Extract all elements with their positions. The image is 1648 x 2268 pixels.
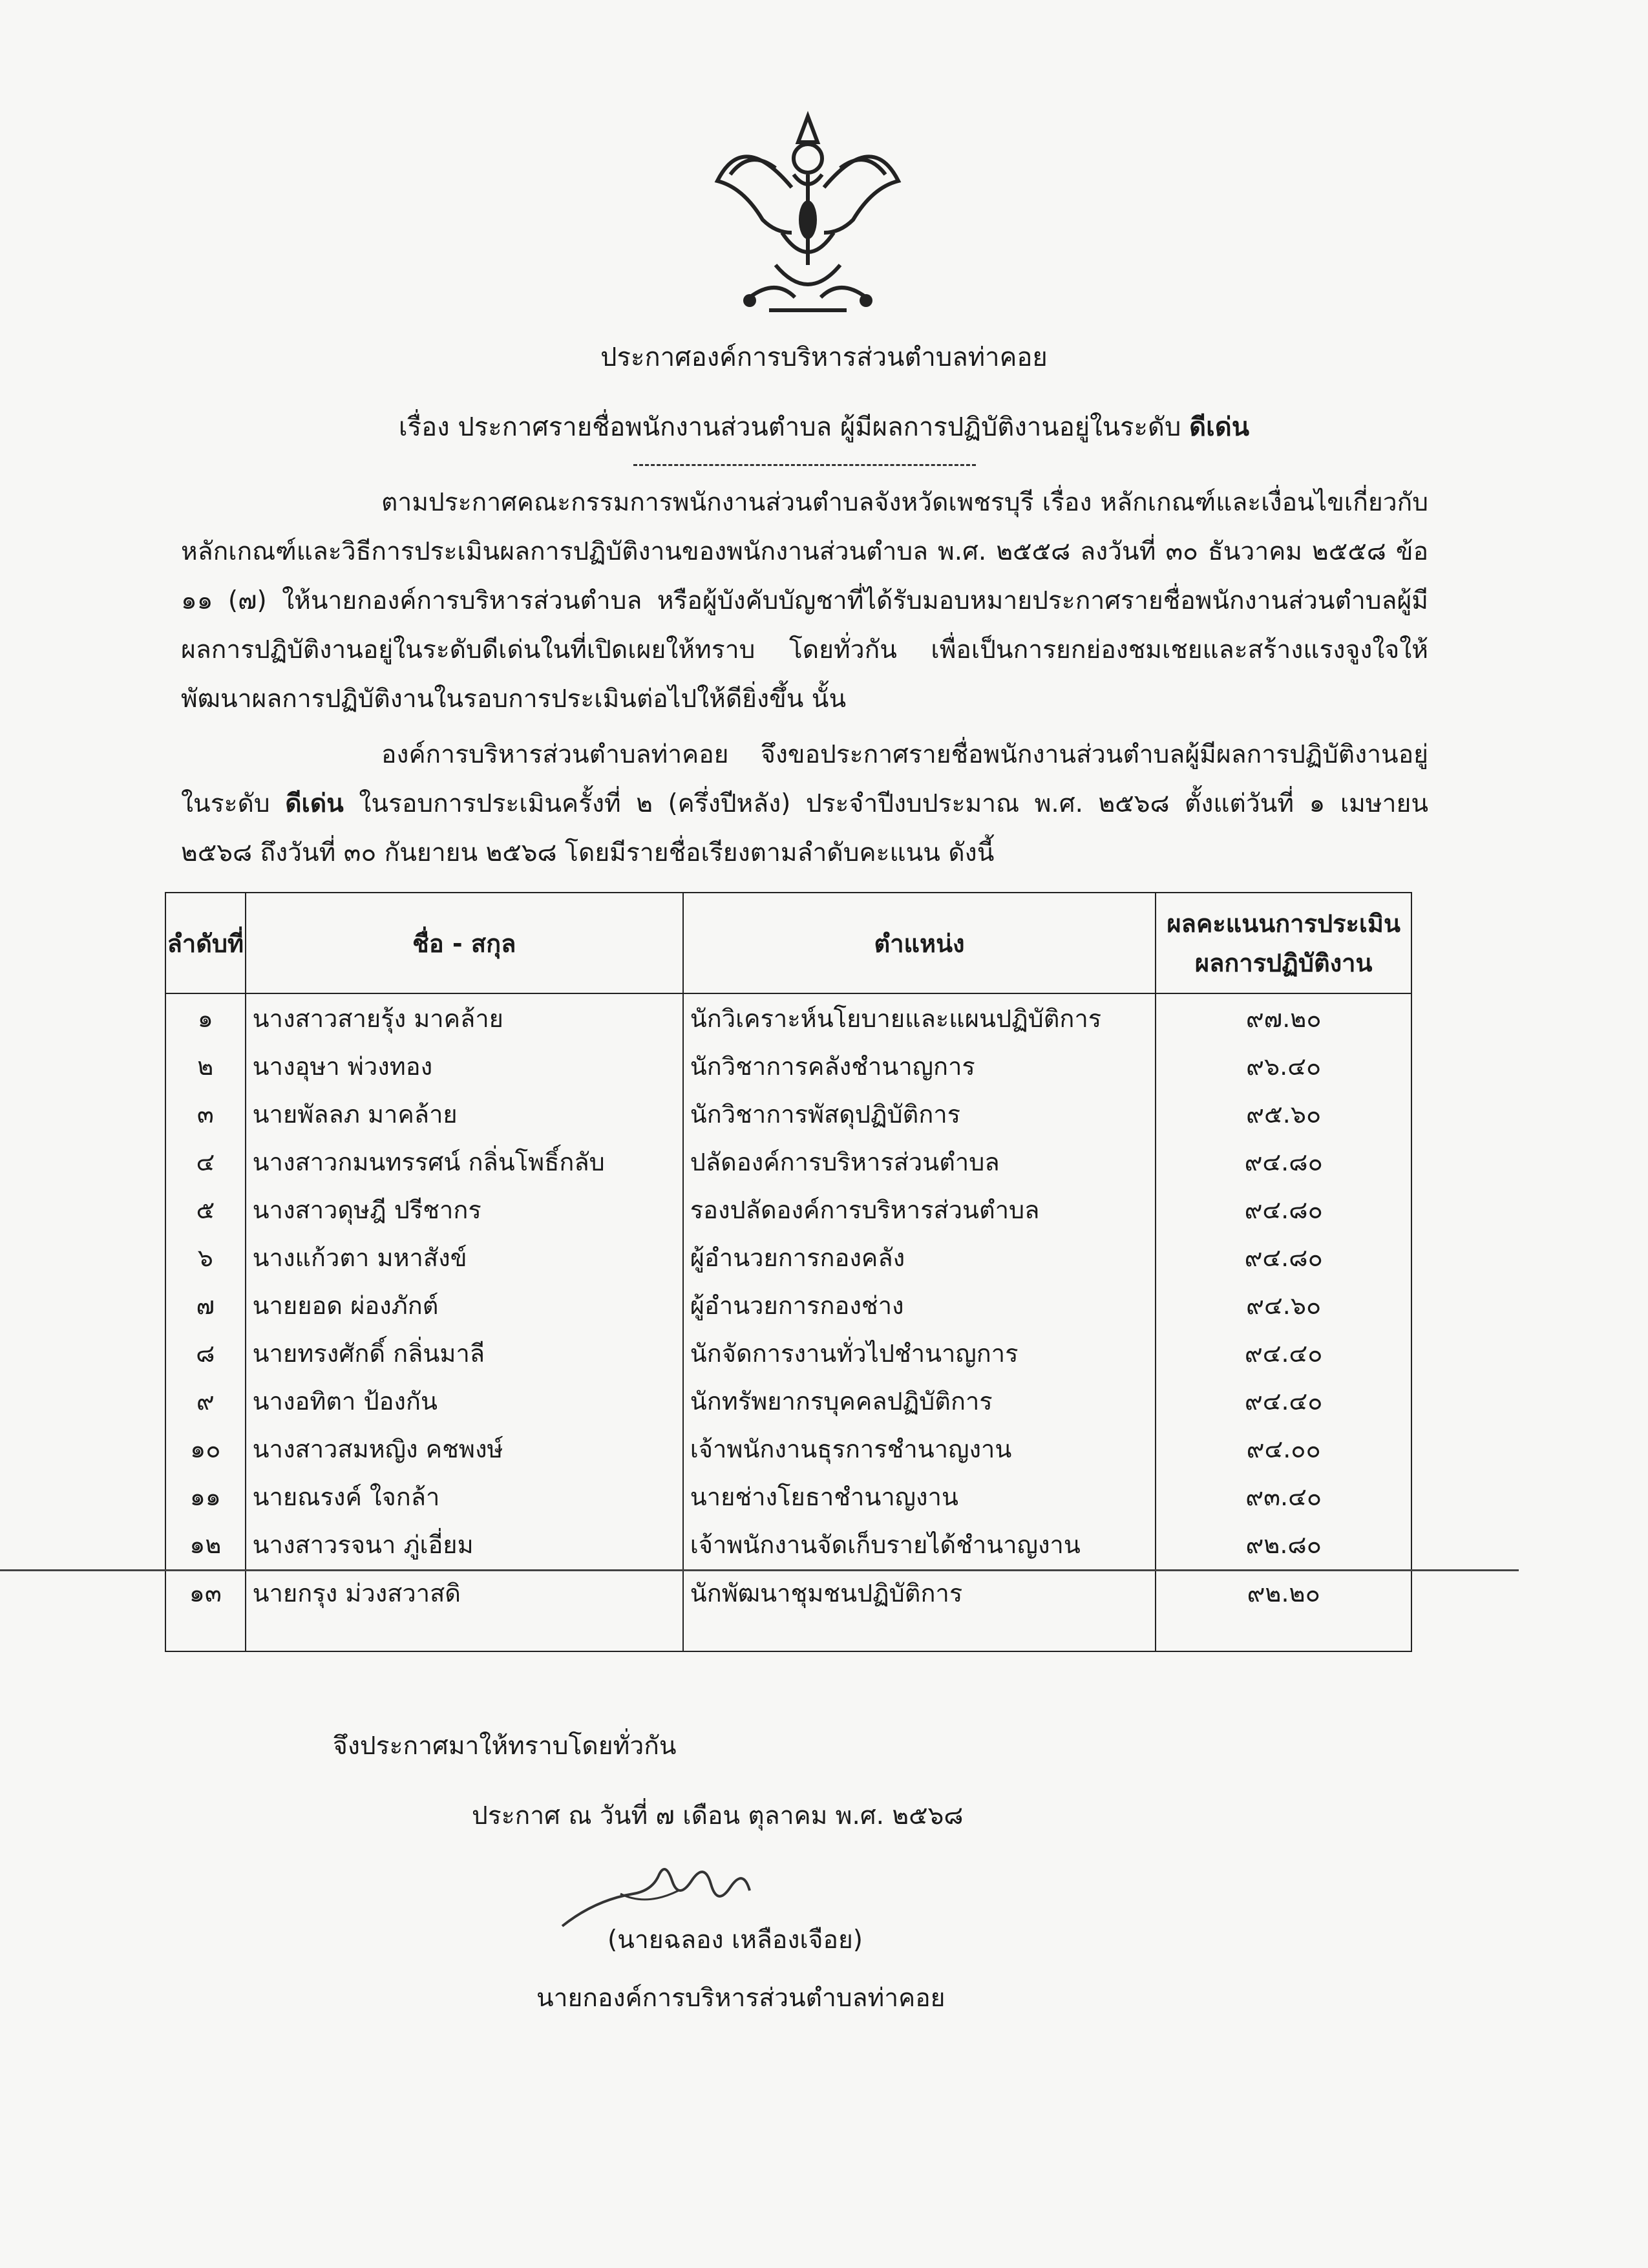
row-position: นักพัฒนาชุมชนปฏิบัติการ [683, 1568, 1156, 1651]
row-number: ๘ [165, 1329, 246, 1377]
row-name: นางแก้วตา มหาสังข์ [246, 1233, 683, 1281]
row-position: นักวิเคราะห์นโยบายและแผนปฏิบัติการ [683, 993, 1156, 1042]
row-number: ๓ [165, 1090, 246, 1138]
row-name: นางสาวรจนา ภู่เอี่ยม [246, 1520, 683, 1568]
header-position: ตำแหน่ง [683, 893, 1156, 993]
signer-position: นายกองค์การบริหารส่วนตำบลท่าคอย [536, 1984, 945, 2013]
table-row [165, 993, 1411, 1042]
paragraph-1 [181, 478, 1428, 724]
row-name: นางอุษา พ่วงทอง [246, 1042, 683, 1090]
document-title: ประกาศองค์การบริหารส่วนตำบลท่าคอย [600, 343, 1048, 372]
row-number: ๑๐ [165, 1425, 246, 1472]
row-number: ๑๑ [165, 1472, 246, 1520]
row-score: ๙๔.๖๐ [1156, 1281, 1411, 1329]
row-name: นายยอด ผ่องภักต์ [246, 1281, 683, 1329]
row-name: นายกรุง ม่วงสวาสดิ [246, 1568, 683, 1651]
table-header-row [165, 893, 1411, 993]
row-position: ผู้อำนวยการกองช่าง [683, 1281, 1156, 1329]
table-row [165, 1233, 1411, 1281]
row-score: ๙๔.๘๐ [1156, 1138, 1411, 1185]
announcement-date: ประกาศ ณ วันที่ ๗ เดือน ตุลาคม พ.ศ. ๒๕๖๘ [472, 1801, 964, 1830]
row-score: ๙๔.๘๐ [1156, 1185, 1411, 1233]
row-score: ๙๔.๘๐ [1156, 1233, 1411, 1281]
row-position: เจ้าพนักงานธุรการชำนาญงาน [683, 1425, 1156, 1472]
row-name: นางสาวสมหญิง คชพงษ์ [246, 1425, 683, 1472]
row-name: นางอทิตา ป้องกัน [246, 1377, 683, 1425]
row-score: ๙๔.๔๐ [1156, 1377, 1411, 1425]
row-name: นายทรงศักดิ์ กลิ่นมาลี [246, 1329, 683, 1377]
row-number: ๒ [165, 1042, 246, 1090]
row-name: นายณรงค์ ใจกล้า [246, 1472, 683, 1520]
table-row [165, 1185, 1411, 1233]
row-name: นายพัลลภ มาคล้าย [246, 1090, 683, 1138]
table-body [165, 993, 1411, 1651]
document-subject [0, 406, 1648, 447]
row-position: นักจัดการงานทั่วไปชำนาญการ [683, 1329, 1156, 1377]
paragraph-2-text-b: ในรอบการประเมินครั้งที่ ๒ (ครึ่งปีหลัง) ประจำปีงบประมาณ พ.ศ. ๒๕๖๘ ตั้งแต่วันที่ ๑ เมษายน ๒๕๖๘ ถึงวันที่ ๓๐ กันยายน ๒๕๖๘ โดยมีรายชื่อเรียงตามลำดับคะแนน ดังนี้ [181, 789, 1429, 867]
table-row [165, 1472, 1411, 1520]
table-row [165, 1329, 1411, 1377]
table-row [165, 1425, 1411, 1472]
row-position: ปลัดองค์การบริหารส่วนตำบล [683, 1138, 1156, 1185]
table-row [165, 1568, 1411, 1651]
row-score: ๙๓.๔๐ [1156, 1472, 1411, 1520]
row-position: เจ้าพนักงานจัดเก็บรายได้ชำนาญงาน [683, 1520, 1156, 1568]
row-number: ๑๓ [165, 1568, 246, 1651]
garuda-emblem-icon [704, 103, 911, 330]
closing-statement: จึงประกาศมาให้ทราบโดยทั่วกัน [333, 1732, 677, 1761]
row-number: ๑ [165, 993, 246, 1042]
row-position: นักทรัพยากรบุคคลปฏิบัติการ [683, 1377, 1156, 1425]
paragraph-1-text: ตามประกาศคณะกรรมการพนักงานส่วนตำบลจังหวัดเพชรบุรี เรื่อง หลักเกณฑ์และเงื่อนไขเกี่ยวกับหลักเกณฑ์และวิธีการประเมินผลการปฏิบัติงานของพนักงานส่วนตำบล พ.ศ. ๒๕๕๘ ลงวันที่ ๓๐ ธันวาคม ๒๕๕๘ ข้อ ๑๑ (๗) ให้นายกองค์การบริหารส่วนตำบล หรือผู้บังคับบัญชาที่ได้รับมอบหมายประกาศรายชื่อพนักงานส่วนตำบลผู้มีผลการปฏิบัติงานอยู่ในระดับดีเด่นในที่เปิดเผยให้ทราบ โดยทั่วกัน เพื่อเป็นการยกย่องชมเชยและสร้างแรงจูงใจให้พัฒนาผลการปฏิบัติงานในรอบการประเมินต่อไปให้ดียิ่งขึ้น นั้น [181, 488, 1428, 714]
header-name: ชื่อ - สกุล [246, 893, 683, 993]
table-row [165, 1090, 1411, 1138]
row-number: ๙ [165, 1377, 246, 1425]
row-score: ๙๒.๘๐ [1156, 1520, 1411, 1568]
scan-artifact-line [0, 1569, 1519, 1571]
paragraph-2-emphasis: ดีเด่น [285, 789, 344, 818]
row-score: ๙๒.๒๐ [1156, 1568, 1411, 1651]
row-number: ๖ [165, 1233, 246, 1281]
row-score: ๙๕.๖๐ [1156, 1090, 1411, 1138]
subject-emphasis: ดีเด่น [1189, 412, 1250, 442]
row-position: ผู้อำนวยการกองคลัง [683, 1233, 1156, 1281]
paragraph-2 [181, 730, 1428, 878]
table-row [165, 1138, 1411, 1185]
row-name: นางสาวดุษฎี ปรีชากร [246, 1185, 683, 1233]
header-score: ผลคะแนนการประเมินผลการปฏิบัติงาน [1156, 893, 1411, 993]
row-position: นักวิชาการพัสดุปฏิบัติการ [683, 1090, 1156, 1138]
row-number: ๕ [165, 1185, 246, 1233]
row-score: ๙๔.๐๐ [1156, 1425, 1411, 1472]
table-row [165, 1281, 1411, 1329]
score-table [165, 892, 1412, 1652]
title-divider [633, 464, 976, 466]
row-number: ๔ [165, 1138, 246, 1185]
row-position: นักวิชาการคลังชำนาญการ [683, 1042, 1156, 1090]
row-score: ๙๔.๔๐ [1156, 1329, 1411, 1377]
signer-name: (นายฉลอง เหลืองเจือย) [607, 1925, 863, 1955]
row-number: ๑๒ [165, 1520, 246, 1568]
row-score: ๙๗.๒๐ [1156, 993, 1411, 1042]
header-no: ลำดับที่ [165, 893, 246, 993]
paragraph-2-text-a: องค์การบริหารส่วนตำบลท่าคอย จึงขอประกาศรายชื่อพนักงานส่วนตำบลผู้มีผลการปฏิบัติงานอยู่ในระดับ [181, 740, 1428, 818]
row-position: นายช่างโยธาชำนาญงาน [683, 1472, 1156, 1520]
table-row [165, 1042, 1411, 1090]
row-name: นางสาวสายรุ้ง มาคล้าย [246, 993, 683, 1042]
subject-text: เรื่อง ประกาศรายชื่อพนักงานส่วนตำบล ผู้มีผลการปฏิบัติงานอยู่ในระดับ [398, 412, 1181, 442]
row-name: นางสาวกมนทรรศน์ กลิ่นโพธิ์กลับ [246, 1138, 683, 1185]
table-row [165, 1520, 1411, 1568]
row-position: รองปลัดองค์การบริหารส่วนตำบล [683, 1185, 1156, 1233]
row-score: ๙๖.๔๐ [1156, 1042, 1411, 1090]
row-number: ๗ [165, 1281, 246, 1329]
table-row [165, 1377, 1411, 1425]
